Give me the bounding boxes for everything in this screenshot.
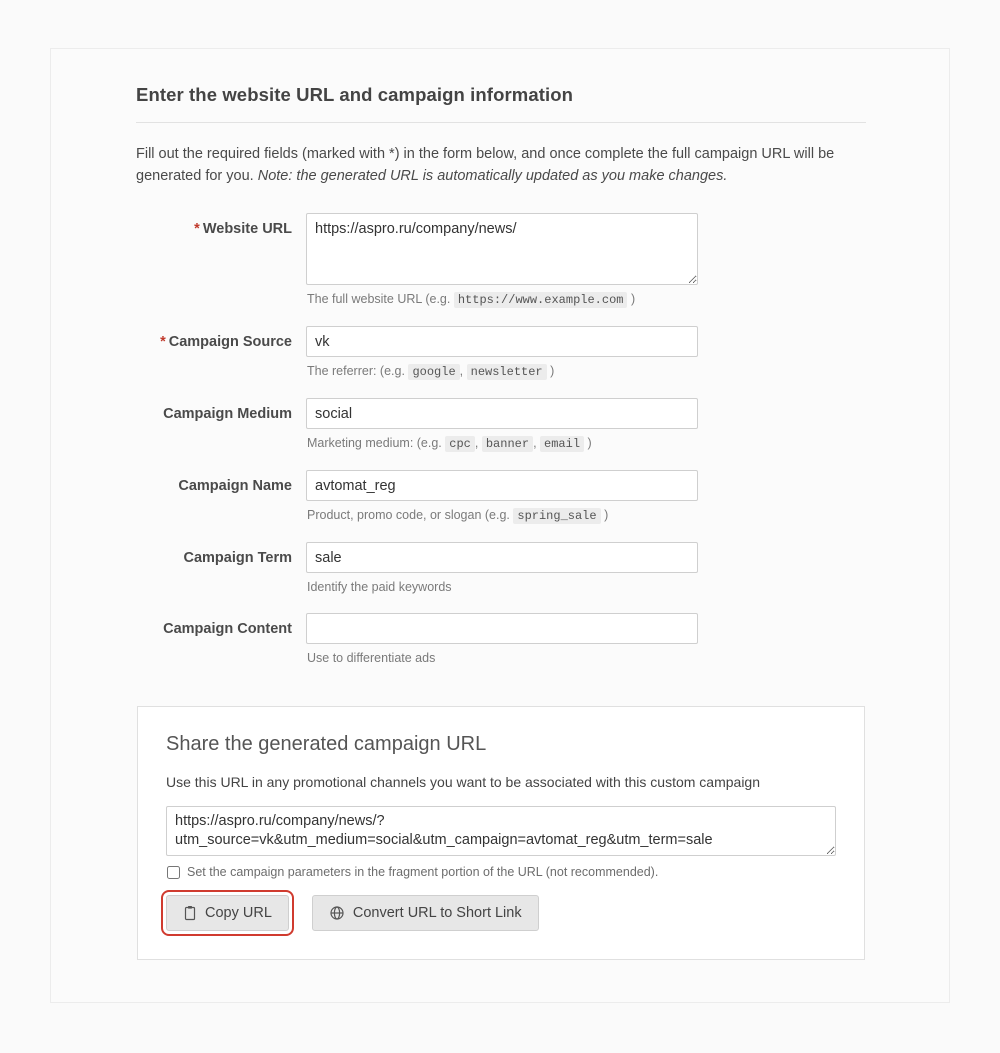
helper-campaign-content: Use to differentiate ads	[307, 651, 436, 665]
helper-campaign-medium	[307, 435, 866, 452]
field-control-campaign-content	[306, 613, 866, 682]
campaign-name-input[interactable]	[306, 470, 698, 501]
label-text: Website URL	[202, 221, 292, 237]
field-label-campaign-medium	[136, 398, 306, 422]
label-text: Campaign Term	[183, 550, 292, 566]
share-panel-title: Share the generated campaign URL	[166, 733, 487, 755]
helper-suffix: )	[630, 292, 636, 306]
helper-campaign-source	[307, 363, 866, 380]
field-campaign-content	[136, 613, 866, 682]
clipboard-icon	[183, 905, 197, 921]
fragment-checkbox-row[interactable]	[166, 865, 836, 879]
label-text: Campaign Source	[168, 334, 292, 350]
share-button-row	[166, 895, 836, 931]
helper-prefix: The full website URL (e.g.	[307, 292, 451, 306]
helper-campaign-name	[307, 507, 866, 524]
label-text: Campaign Medium	[163, 406, 292, 422]
page-title: Enter the website URL and campaign information	[136, 84, 866, 123]
helper-suffix: )	[550, 364, 555, 378]
helper-prefix: Product, promo code, or slogan (e.g.	[307, 508, 510, 522]
helper-code: cpc	[445, 436, 475, 452]
helper-comma: ,	[533, 436, 537, 450]
field-label-campaign-source	[136, 326, 306, 350]
convert-short-link-button-label: Convert URL to Short Link	[352, 905, 522, 921]
generated-url-textarea[interactable]	[166, 806, 836, 856]
label-text: Campaign Name	[178, 478, 292, 494]
helper-prefix: Marketing medium: (e.g.	[307, 436, 442, 450]
intro-text	[136, 143, 866, 187]
field-campaign-source	[136, 326, 866, 396]
helper-campaign-term: Identify the paid keywords	[307, 580, 452, 594]
required-asterisk: *	[160, 334, 166, 350]
field-control-campaign-term	[306, 542, 866, 611]
field-campaign-term	[136, 542, 866, 611]
form-container	[136, 84, 866, 960]
share-panel-description: Use this URL in any promotional channels you want to be associated with this custom campaign	[166, 774, 761, 790]
field-campaign-medium	[136, 398, 866, 468]
helper-prefix: The referrer: (e.g.	[307, 364, 405, 378]
campaign-term-input[interactable]	[306, 542, 698, 573]
helper-comma: ,	[459, 364, 464, 378]
field-website-url	[136, 213, 866, 324]
helper-code: email	[540, 436, 584, 452]
copy-url-button-label: Copy URL	[205, 905, 272, 921]
helper-code: spring_sale	[513, 508, 600, 524]
helper-code: https://www.example.com	[454, 292, 628, 308]
campaign-url-builder-card	[50, 48, 950, 1003]
intro-note: Note: the generated URL is automatically updated as you make changes.	[257, 168, 728, 184]
campaign-medium-input[interactable]	[306, 398, 698, 429]
fragment-checkbox[interactable]	[167, 866, 180, 879]
fragment-checkbox-label: Set the campaign parameters in the fragment portion of the URL (not recommended).	[187, 865, 659, 879]
campaign-content-input[interactable]	[306, 613, 698, 644]
field-control-website-url	[306, 213, 866, 324]
field-campaign-name	[136, 470, 866, 540]
helper-code: newsletter	[467, 364, 547, 380]
helper-suffix: )	[604, 508, 609, 522]
globe-icon	[329, 905, 345, 921]
helper-suffix: )	[587, 436, 592, 450]
website-url-input[interactable]	[306, 213, 698, 285]
helper-code: banner	[482, 436, 533, 452]
required-asterisk: *	[194, 221, 200, 237]
field-control-campaign-source	[306, 326, 866, 396]
label-text: Campaign Content	[163, 621, 292, 637]
intro-main: Fill out the required fields (marked with *) in the form below, and once complete the full campaign URL will be generated for you.	[136, 146, 835, 184]
share-generated-url-panel	[137, 706, 865, 960]
helper-website-url	[307, 291, 866, 308]
field-control-campaign-name	[306, 470, 866, 540]
field-label-campaign-name	[136, 470, 306, 494]
copy-url-button[interactable]	[166, 895, 289, 931]
field-label-campaign-content	[136, 613, 306, 637]
field-control-campaign-medium	[306, 398, 866, 468]
campaign-source-input[interactable]	[306, 326, 698, 357]
convert-short-link-button[interactable]	[312, 895, 539, 931]
field-label-website-url	[136, 213, 306, 237]
helper-code: google	[408, 364, 459, 380]
field-label-campaign-term	[136, 542, 306, 566]
helper-comma: ,	[474, 436, 479, 450]
